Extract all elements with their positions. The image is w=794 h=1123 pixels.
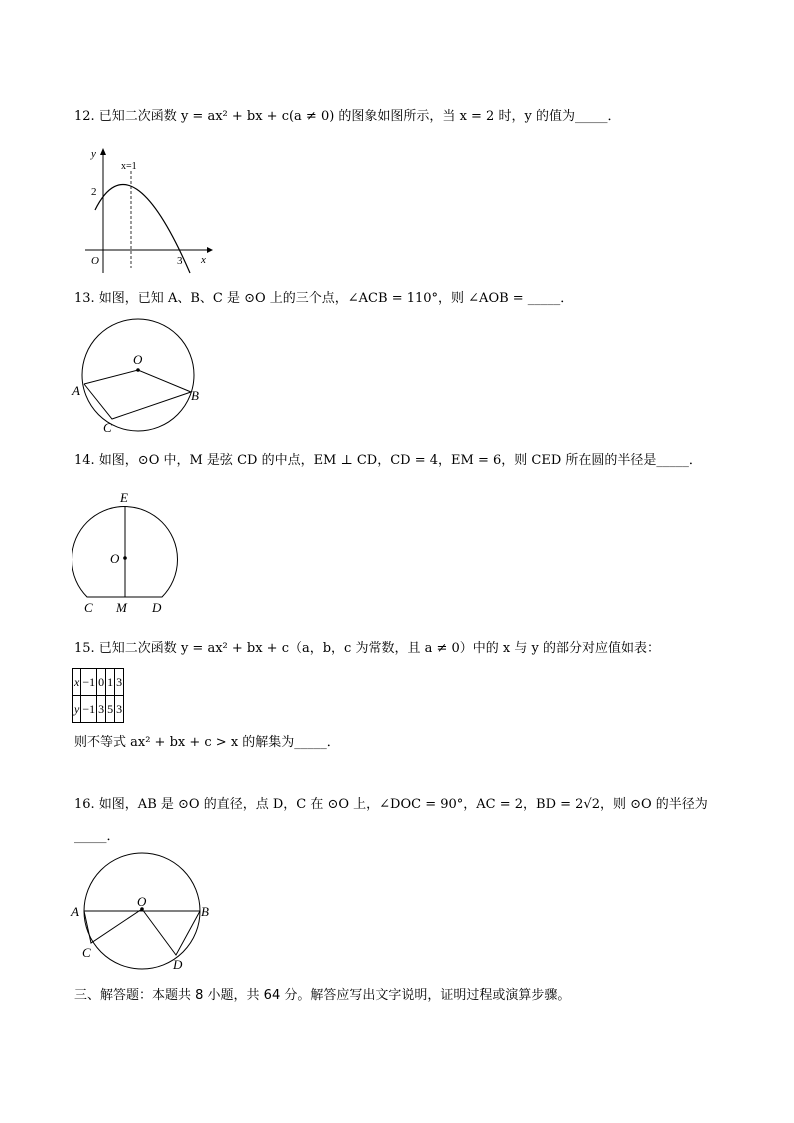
x-tick-3: 3 (177, 255, 183, 267)
row-label: y (73, 696, 81, 723)
label-c: C (103, 420, 112, 435)
question-12: 12. 已知二次函数 y = ax² + bx + c(a ≠ 0) 的图象如图所示，当 x = 2 时，y 的值为_____． (74, 109, 621, 124)
label-c: C (82, 945, 91, 960)
table-cell: 3 (115, 696, 124, 723)
center-point (136, 368, 140, 372)
table-cell: 0 (97, 669, 106, 696)
figure-13-circle (70, 318, 210, 438)
figure-12-parabola (85, 143, 215, 278)
table-cell: 3 (97, 696, 106, 723)
x-axis-label: x (201, 254, 206, 266)
figure-16-circle (70, 850, 215, 975)
table-cell: 5 (106, 696, 115, 723)
table-cell: −1 (81, 669, 97, 696)
label-d: D (173, 957, 183, 972)
parabola-curve (95, 185, 190, 273)
x-axis-arrow (207, 247, 213, 253)
label-m: M (116, 600, 127, 615)
value-table-15 (72, 668, 124, 723)
row-label: x (73, 669, 81, 696)
question-13: 13. 如图，已知 A、B、C 是 ⊙O 上的三个点，∠ACB = 110°，则 ∠AOB = _____． (74, 291, 574, 306)
label-c: C (84, 600, 93, 615)
radius-oa-ob (84, 370, 191, 392)
label-o: O (110, 551, 120, 566)
symmetry-axis-label: x=1 (121, 161, 137, 172)
question-15: 15. 已知二次函数 y = ax² + bx + c（a，b，c 为常数，且 a ≠ 0）中的 x 与 y 的部分对应值如表： (74, 641, 660, 656)
circle-o (82, 319, 194, 431)
question-16: 16. 如图，AB 是 ⊙O 的直径，点 D，C 在 ⊙O 上，∠DOC = 90°，AC = 2，BD = 2√2，则 ⊙O 的半径为 (74, 797, 708, 812)
center-point (123, 556, 127, 560)
question-15-inequality: 则不等式 ax² + bx + c > x 的解集为_____． (74, 735, 340, 750)
table-row-y (73, 696, 124, 723)
origin-label: O (91, 255, 99, 267)
segments-a-c-o-d-b (84, 909, 200, 955)
label-b: B (201, 904, 209, 919)
table-cell: 1 (106, 669, 115, 696)
y-axis-arrow (100, 148, 106, 155)
label-o: O (137, 894, 147, 909)
label-e: E (120, 490, 128, 505)
table-cell: −1 (81, 696, 97, 723)
section-3-heading: 三、解答题：本题共 8 小题，共 64 分。解答应写出文字说明，证明过程或演算步骤。 (74, 988, 571, 1003)
table-row-x (73, 669, 124, 696)
y-axis-label: y (91, 148, 96, 160)
label-d: D (152, 600, 162, 615)
chord-ac-cb (84, 384, 191, 419)
table-cell: 3 (115, 669, 124, 696)
label-a: A (71, 904, 79, 919)
y-tick-2: 2 (91, 186, 97, 198)
question-14: 14. 如图，⊙O 中，M 是弦 CD 的中点，EM ⊥ CD，CD = 4，EM = 6，则 CED 所在圆的半径是_____． (74, 453, 702, 468)
label-a: A (72, 383, 80, 398)
label-o: O (133, 352, 143, 367)
question-16-answer-blank: _____． (74, 829, 120, 844)
figure-14-arc (72, 486, 190, 618)
label-b: B (191, 388, 199, 403)
